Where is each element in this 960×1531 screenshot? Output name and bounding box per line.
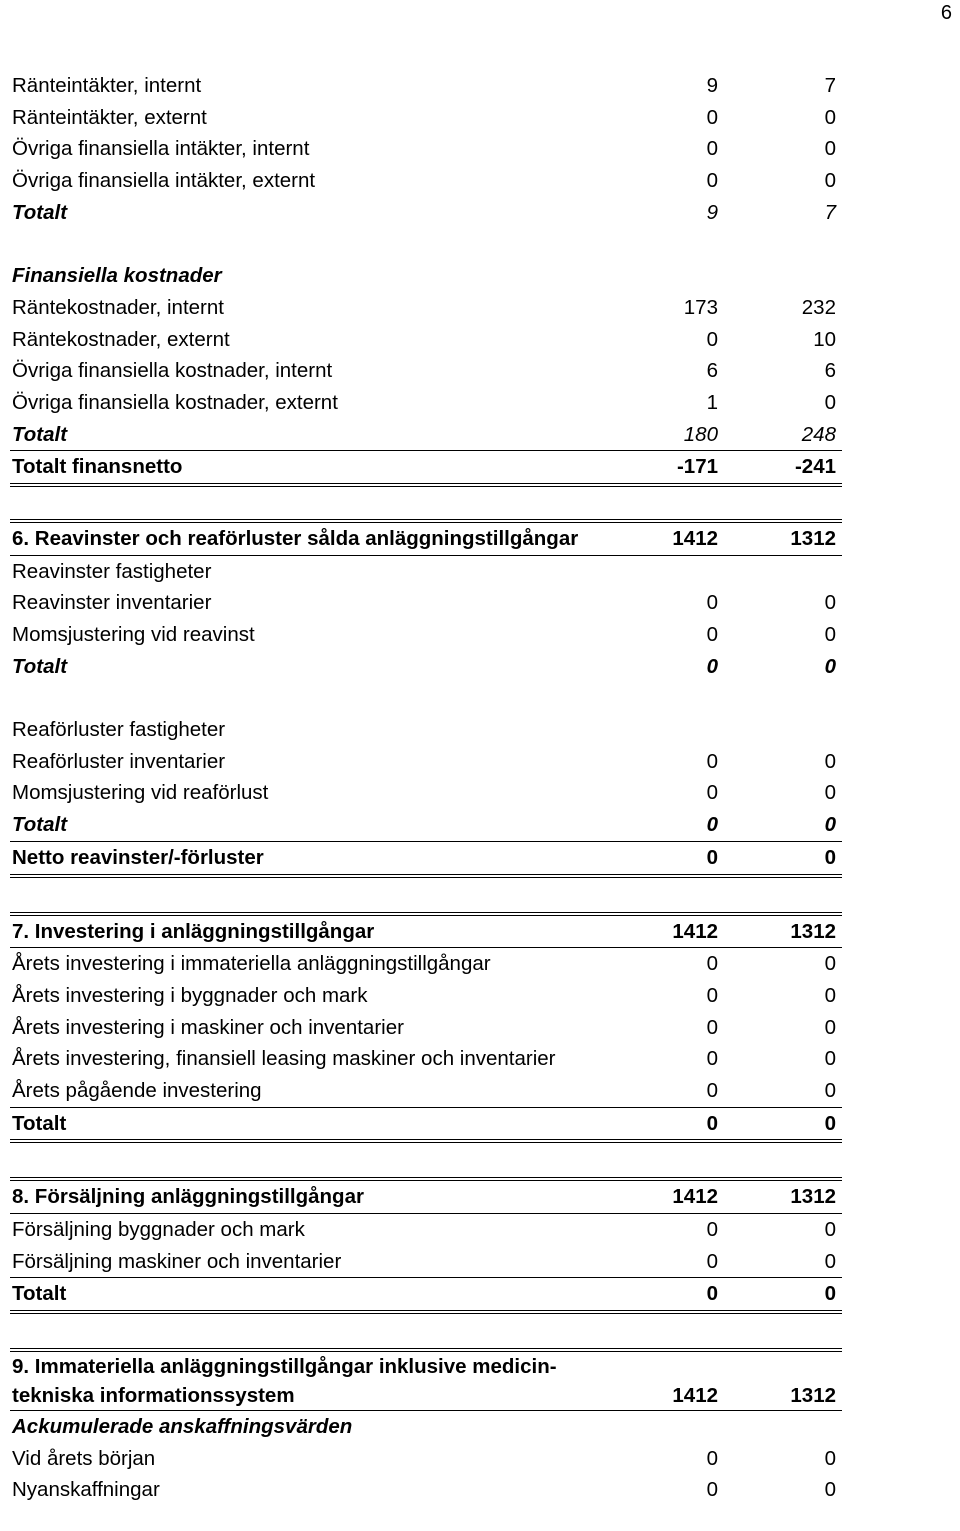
current-year-value: 0 <box>706 1047 718 1071</box>
current-year-value: 0 <box>706 654 718 678</box>
prior-year-value: 0 <box>824 1015 836 1039</box>
table-row <box>10 1277 842 1314</box>
current-year-value: 0 <box>706 983 718 1007</box>
prior-year-value: 0 <box>824 654 836 678</box>
prior-year-value: 248 <box>801 422 836 446</box>
row-label: Reavinster inventarier <box>12 591 212 615</box>
table-row <box>10 1107 842 1144</box>
spacer <box>10 228 842 260</box>
prior-year-column-header: 1312 <box>790 1384 836 1408</box>
year-column-header: 1412 <box>672 1384 718 1408</box>
table-row <box>10 619 842 651</box>
year-column-header: 1412 <box>672 526 718 550</box>
row-label: Totalt <box>12 654 68 678</box>
table-row <box>10 292 842 324</box>
table-row <box>10 746 842 778</box>
prior-year-value: 0 <box>824 1078 836 1102</box>
table-row <box>10 355 842 387</box>
table-row <box>10 324 842 356</box>
section-spacer <box>10 1143 842 1167</box>
table-row <box>10 165 842 197</box>
prior-year-value: 0 <box>824 1218 836 1241</box>
section-spacer <box>10 878 842 902</box>
prior-year-value: 0 <box>824 952 836 976</box>
section-spacer <box>10 1506 842 1530</box>
prior-year-value: 10 <box>813 327 836 351</box>
prior-year-value: 0 <box>824 591 836 615</box>
current-year-value: 173 <box>683 295 718 319</box>
section-heading <box>10 1177 842 1214</box>
table-row <box>10 70 842 102</box>
prior-year-value: 6 <box>824 359 836 383</box>
year-column-header: 1412 <box>672 1185 718 1209</box>
section-spacer <box>10 1314 842 1338</box>
row-label: Övriga finansiella intäkter, externt <box>12 169 316 193</box>
current-year-value: 0 <box>706 623 718 646</box>
row-label: Reaförluster fastigheter <box>12 718 226 742</box>
current-year-value: 0 <box>706 749 718 773</box>
row-label: Momsjustering vid reaförlust <box>12 781 269 805</box>
section-spacer <box>10 487 842 509</box>
section-heading-label <box>12 523 578 555</box>
prior-year-value: 0 <box>824 169 836 193</box>
table-row <box>10 587 842 619</box>
section-heading <box>10 912 842 949</box>
prior-year-value: 232 <box>801 295 836 319</box>
current-year-value: 0 <box>706 1249 718 1273</box>
section-heading-line: 9. Immateriella anläggningstillgångar inklusive medicin- <box>12 1355 557 1379</box>
current-year-value: 0 <box>706 781 718 805</box>
prior-year-value: 0 <box>824 623 836 646</box>
spacer <box>10 682 842 714</box>
prior-year-value: 0 <box>824 781 836 805</box>
table-row <box>10 419 842 451</box>
current-year-value: 0 <box>706 591 718 615</box>
row-label: Årets investering i byggnader och mark <box>12 983 368 1007</box>
financial-notes-document <box>10 70 842 1530</box>
row-label: Finansiella kostnader <box>12 264 222 288</box>
page-number: 6 <box>940 2 952 24</box>
row-label: Årets investering i maskiner och inventarier <box>12 1015 404 1039</box>
section-heading-line: 7. Investering i anläggningstillgångar <box>12 919 375 943</box>
section-2 <box>10 912 842 1168</box>
row-label: Totalt <box>12 813 68 837</box>
prior-year-column-header: 1312 <box>790 919 836 943</box>
current-year-value: 9 <box>706 200 718 224</box>
prior-year-value: 0 <box>824 1047 836 1071</box>
prior-year-value: 0 <box>824 390 836 414</box>
row-label: Årets investering, finansiell leasing maskiner och inventarier <box>12 1047 556 1071</box>
prior-year-value: 7 <box>824 200 836 224</box>
section-heading-label <box>12 1181 364 1213</box>
current-year-value: 6 <box>706 359 718 383</box>
section-heading-label <box>12 1352 557 1410</box>
current-year-value: 0 <box>706 327 718 351</box>
table-row <box>10 651 842 683</box>
current-year-value: 0 <box>706 105 718 129</box>
row-label: Reavinster fastigheter <box>12 559 212 583</box>
prior-year-value: 0 <box>824 1249 836 1273</box>
current-year-value: 0 <box>706 137 718 161</box>
row-label: Övriga finansiella intäkter, internt <box>12 137 310 161</box>
table-row <box>10 1474 842 1506</box>
table-row <box>10 1043 842 1075</box>
table-row <box>10 777 842 809</box>
prior-year-value: 0 <box>824 983 836 1007</box>
prior-year-column-header: 1312 <box>790 1185 836 1209</box>
table-row <box>10 1075 842 1107</box>
section-heading-label <box>12 916 374 948</box>
table-row <box>10 841 842 878</box>
current-year-value: 180 <box>683 422 718 446</box>
prior-year-value: 0 <box>824 137 836 161</box>
current-year-value: 0 <box>706 1015 718 1039</box>
current-year-value: 9 <box>706 74 718 97</box>
row-label: Vid årets början <box>12 1446 156 1470</box>
section-heading <box>10 519 842 556</box>
current-year-value: 0 <box>706 1446 718 1470</box>
prior-year-value: 0 <box>824 1111 836 1135</box>
row-label: Försäljning byggnader och mark <box>12 1218 305 1241</box>
table-row <box>10 1246 842 1278</box>
section-heading-line-2: tekniska informationssystem <box>12 1384 295 1408</box>
current-year-value: 0 <box>706 813 718 837</box>
prior-year-value: 7 <box>824 74 836 97</box>
table-row <box>10 387 842 419</box>
current-year-value: 0 <box>706 1078 718 1102</box>
row-label: Reaförluster inventarier <box>12 749 226 773</box>
table-row <box>10 948 842 980</box>
table-row <box>10 197 842 229</box>
row-label: Ränteintäkter, internt <box>12 74 202 97</box>
row-label: Räntekostnader, externt <box>12 327 230 351</box>
current-year-value: 0 <box>706 952 718 976</box>
prior-year-value: 0 <box>824 1446 836 1470</box>
row-label: Övriga finansiella kostnader, internt <box>12 359 333 383</box>
row-label: Årets investering i immateriella anläggningstillgångar <box>12 952 491 976</box>
prior-year-value: 0 <box>824 1282 836 1306</box>
row-label: Totalt <box>12 200 68 224</box>
row-label: Totalt <box>12 1282 67 1306</box>
row-label: Momsjustering vid reavinst <box>12 623 255 646</box>
prior-year-value: 0 <box>824 1478 836 1502</box>
row-label: Totalt finansnetto <box>12 455 183 479</box>
table-row <box>10 1012 842 1044</box>
section-heading <box>10 1348 842 1411</box>
prior-year-value: 0 <box>824 845 836 869</box>
row-label: Räntekostnader, internt <box>12 295 224 319</box>
row-label: Övriga finansiella kostnader, externt <box>12 390 338 414</box>
prior-year-column-header: 1312 <box>790 526 836 550</box>
table-row <box>10 980 842 1012</box>
table-row <box>10 260 842 292</box>
year-column-header: 1412 <box>672 919 718 943</box>
current-year-value: 1 <box>706 390 718 414</box>
current-year-value: 0 <box>706 1218 718 1241</box>
section-3 <box>10 1177 842 1338</box>
row-label: Nyanskaffningar <box>12 1478 160 1502</box>
table-row <box>10 556 842 588</box>
row-label: Ränteintäkter, externt <box>12 105 207 129</box>
section-4 <box>10 1348 842 1530</box>
prior-year-value: -241 <box>794 455 836 479</box>
table-row <box>10 1411 842 1443</box>
current-year-value: 0 <box>706 845 718 869</box>
section-heading-line: 6. Reavinster och reaförluster sålda anläggningstillgångar <box>12 526 579 550</box>
row-label: Netto reavinster/-förluster <box>12 845 264 869</box>
section-0 <box>10 70 842 509</box>
current-year-value: -171 <box>676 455 718 479</box>
table-row <box>10 809 842 841</box>
section-heading-line: 8. Försäljning anläggningstillgångar <box>12 1185 364 1209</box>
row-label: Ackumulerade anskaffningsvärden <box>12 1415 353 1439</box>
row-label: Totalt <box>12 422 68 446</box>
table-row <box>10 133 842 165</box>
table-row <box>10 102 842 134</box>
current-year-value: 0 <box>706 1478 718 1502</box>
section-1 <box>10 519 842 902</box>
row-label: Totalt <box>12 1111 67 1135</box>
current-year-value: 0 <box>706 1282 718 1306</box>
table-row <box>10 1443 842 1475</box>
prior-year-value: 0 <box>824 749 836 773</box>
table-row <box>10 1214 842 1246</box>
table-row <box>10 714 842 746</box>
table-row <box>10 450 842 487</box>
row-label: Försäljning maskiner och inventarier <box>12 1249 342 1273</box>
current-year-value: 0 <box>706 169 718 193</box>
prior-year-value: 0 <box>824 813 836 837</box>
row-label: Årets pågående investering <box>12 1078 262 1102</box>
prior-year-value: 0 <box>824 105 836 129</box>
current-year-value: 0 <box>706 1111 718 1135</box>
